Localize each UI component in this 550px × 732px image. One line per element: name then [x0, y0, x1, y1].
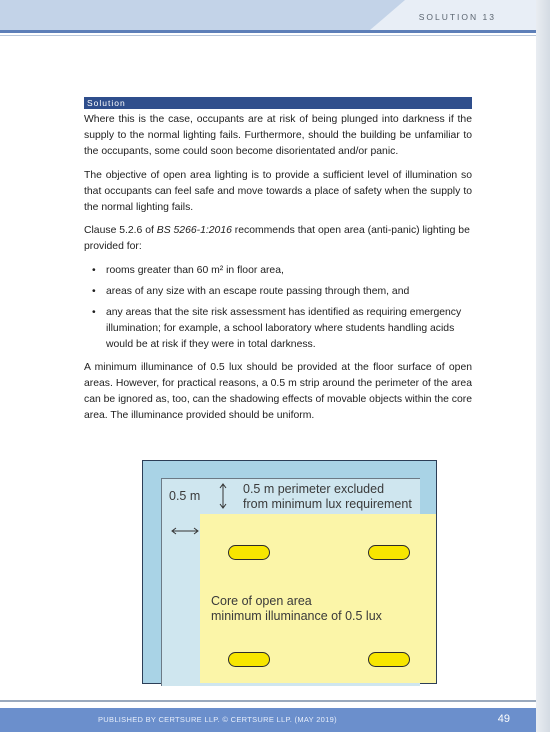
perimeter-label-line-1: 0.5 m perimeter excluded — [243, 482, 385, 496]
strip-width-label: 0.5 m — [169, 489, 201, 503]
body-text — [84, 112, 472, 431]
core-label-line-2: minimum illuminance of 0.5 lux — [211, 609, 382, 623]
publisher-credit: PUBLISHED BY CERTSURE LLP. © CERTSURE LLP. (MAY 2019) — [98, 715, 337, 724]
perimeter-label-line-2: from minimum lux requirement — [243, 497, 412, 511]
running-header: SOLUTION 13 — [418, 12, 496, 22]
horizontal-dimension-arrow — [171, 526, 199, 536]
page-edge — [536, 0, 550, 732]
list-item: • areas of any size with an escape route passing through them, and — [106, 284, 472, 300]
open-area-diagram — [142, 460, 437, 684]
page-number: 49 — [497, 713, 510, 725]
header-band — [0, 0, 536, 38]
paragraph: Where this is the case, occupants are at risk of being plunged into darkness if the supply to the normal lighting fails. Furthermore, should the building be unfamiliar to the occupants, some could soon become disorientated and/or panic. — [84, 114, 472, 158]
section-label: Solution — [84, 97, 472, 109]
core-label-line-1: Core of open area — [211, 594, 312, 608]
luminaire-icon — [368, 545, 410, 560]
footer-bar — [0, 708, 536, 732]
luminaire-icon — [368, 652, 410, 667]
paragraph — [84, 223, 472, 255]
list-item: • any areas that the site risk assessment has identified as requiring emergency illumination; for example, a school laboratory where students handling acids would be at risk if they were in total darkness. — [106, 305, 472, 354]
standard-reference: BS 5266-1:2016 — [156, 225, 232, 237]
paragraph: The objective of open area lighting is to provide a sufficient level of illumination so that occupants can feel safe and move towards a place of safety when the supply to the normal lighting fails. — [84, 169, 472, 214]
requirements-list — [84, 263, 472, 354]
luminaire-icon — [228, 545, 270, 560]
clause-prefix: Clause 5.2.6 of — [84, 225, 157, 237]
clause-suffix: recommends that open area (anti-panic) lighting be provided for: — [84, 225, 470, 253]
list-item: • rooms greater than 60 m² in floor area, — [106, 263, 472, 279]
luminaire-icon — [228, 652, 270, 667]
paragraph: A minimum illuminance of 0.5 lux should be provided at the floor surface of open areas. However, for practical reasons, a 0.5 m strip around the perimeter of the area can be ignored as, too, can the shadowing effects of movable objects within the core area. The illuminance provided should be uniform. — [84, 361, 472, 422]
vertical-dimension-arrow — [218, 483, 228, 509]
